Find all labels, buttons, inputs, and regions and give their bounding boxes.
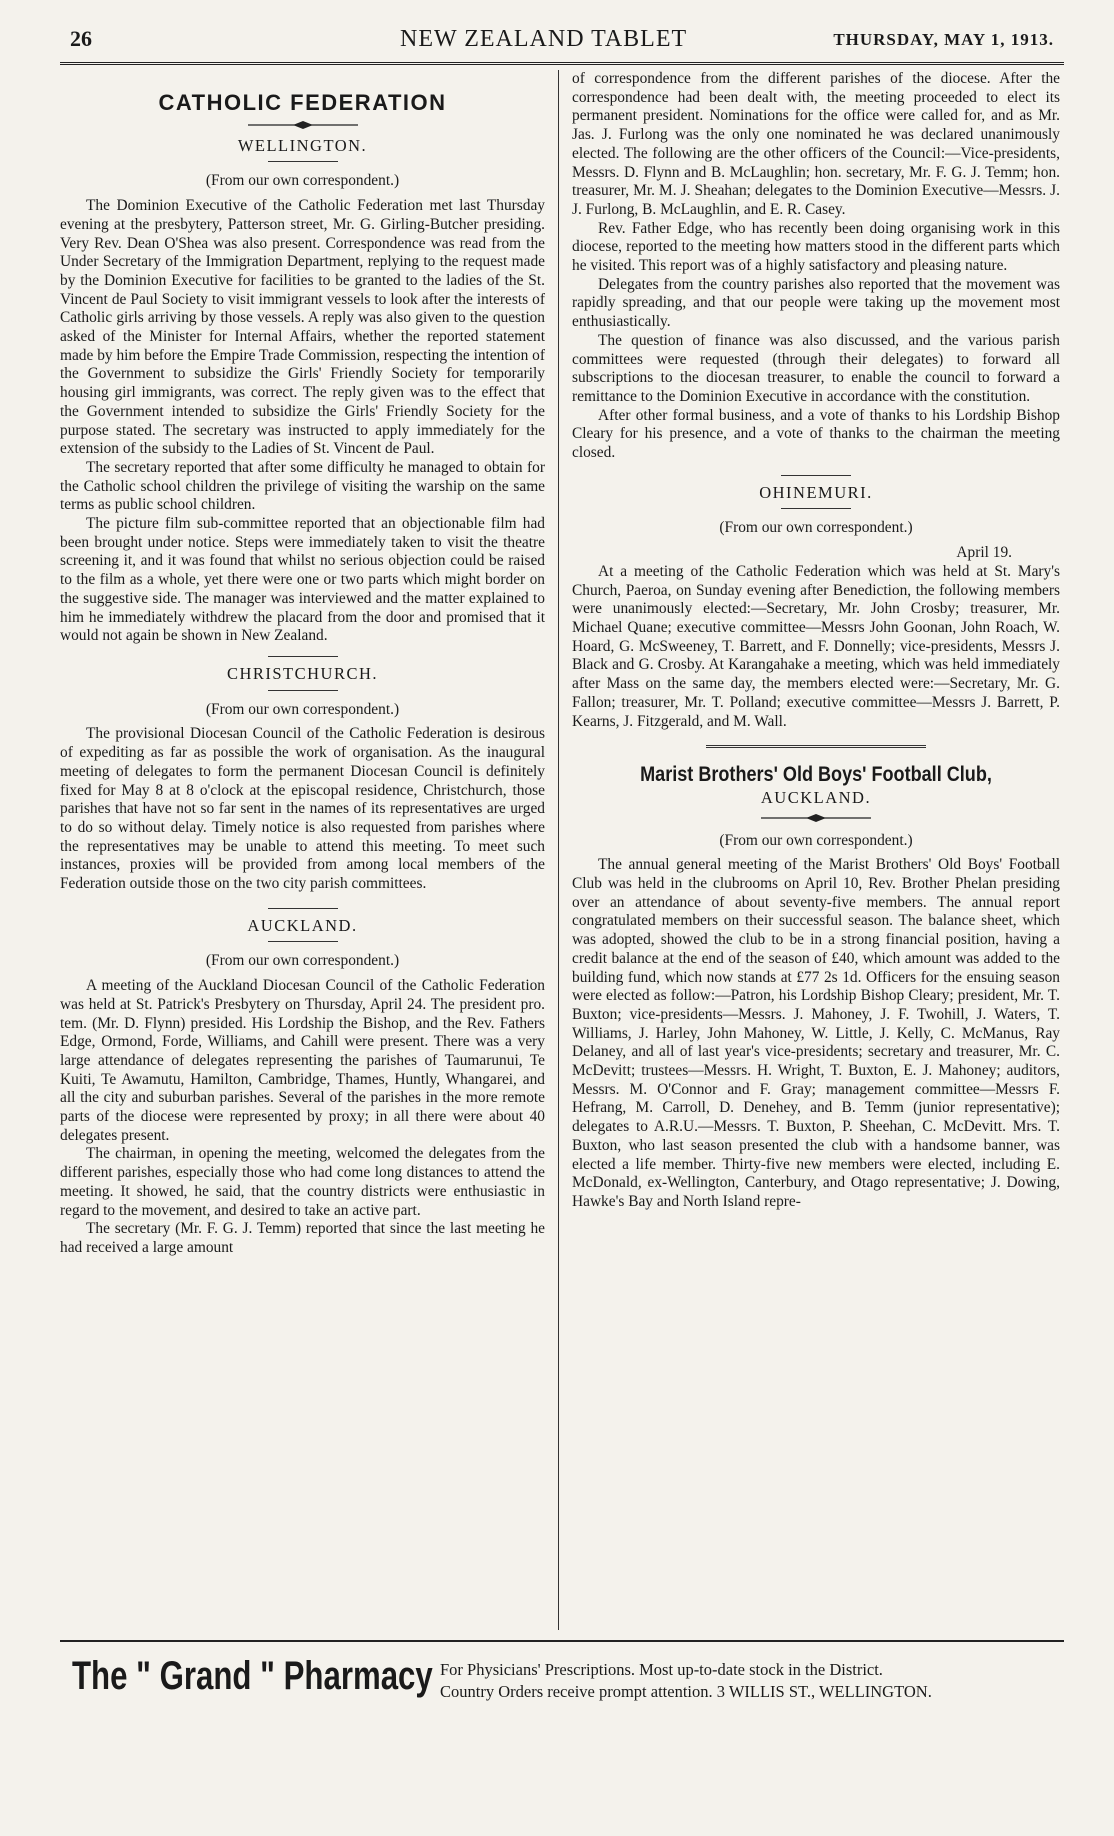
club-place-heading: AUCKLAND. — [760, 787, 872, 807]
right-column — [572, 70, 1060, 1212]
short-rule — [268, 941, 338, 942]
article-paragraph: After other formal business, and a vote of thanks to his Lordship Bishop Cleary for his presence, and a vote of thanks to the chairman the meeting closed. — [572, 406, 1060, 462]
short-rule — [781, 508, 851, 509]
short-rule — [781, 475, 851, 476]
advert-line: Country Orders receive prompt attention. 3 WILLIS ST., WELLINGTON. — [440, 1682, 932, 1701]
short-rule — [268, 908, 338, 909]
newspaper-page — [60, 22, 1064, 1812]
correspondent-line: (From our own correspondent.) — [719, 831, 913, 849]
left-column — [60, 70, 545, 1258]
page-header — [60, 22, 1064, 56]
article-paragraph: Rev. Father Edge, who has recently been doing organising work in this diocese, reported to the meeting how matters stood in the different parts which he visited. This report was of a highly satisfactory and pleasing nature. — [572, 219, 1060, 275]
ornament-rule-icon — [248, 121, 358, 129]
advert-rule — [60, 1640, 1064, 1642]
advert-line: For Physicians' Prescriptions. Most up-to-date stock in the District. — [440, 1660, 883, 1679]
club-heading: Marist Brothers' Old Boys' Football Club, — [640, 763, 992, 787]
ornament-rule-icon — [761, 814, 871, 822]
article-paragraph: The annual general meeting of the Marist Brothers' Old Boys' Football Club was held in the clubrooms on April 10, Rev. Brother Phelan presiding over an attendance of about seventy-five members. The annual report congratulated members on their successful season. The balance sheet, which was adopted, showed the club to be in a strong financial position, having a credit balance at the end of the season of £40, which amount was added to the building fund, which now stands at £77 2s 1d. Officers for the ensuing season were elected as follow:—Patron, his Lordship Bishop Cleary; president, Mr. T. Buxton; vice-presidents—Messrs. J. Mahoney, J. F. Twohill, J. Waters, T. Williams, J. Harley, John Mahoney, W. Little, J. Kelly, C. McManus, Ray Delaney, and all of last year's vice-presidents; secretary and treasurer, Mr. C. McDevitt; trustees—Messrs. H. Wright, T. Buxton, E. J. Mahoney; auditors, Messrs. M. O'Connor and F. Gray; management committee—Messrs F. Hefrang, M. Carroll, D. Denehey, and B. Temm (junior representative); delegates to A.R.U.—Messrs. T. Buxton, P. Sheehan, C. McDevitt. Mrs. T. Buxton, who last season presented the club with a handsome banner, was elected a life member. Thirty-five new members were elected, including E. McDonald, ex-Wellington, Canterbury, and Otago representative; J. Dowing, Hawke's Bay and North Island repre- — [572, 856, 1060, 1210]
article-paragraph: of correspondence from the different parishes of the diocese. After the correspondence had been dealt with, the meeting proceeded to elect its permanent president. Nominations for the office were called for, and as Mr. Jas. J. Furlong was the only one nominated he was declared unanimously elected. The following are the other officers of the Council:—Vice-presidents, Messrs. D. Flynn and B. McLaughlin; hon. secretary, Mr. F. G. J. Temm; hon. treasurer, Mr. M. J. Sheahan; delegates to the Dominion Executive—Messrs. J. J. Furlong, B. McLaughlin, and E. R. Casey. — [572, 70, 1060, 218]
article-paragraph: The Dominion Executive of the Catholic Federation met last Thursday evening at the presbytery, Patterson street, Mr. G. Girling-Butcher presiding. Very Rev. Dean O'Shea was also present. Correspondence was read from the Under Secretary of the Immigration Department, replying to the request made by the Dominion Executive for facilities to be granted to the ladies of the St. Vincent de Paul Society to visit immigrant vessels to look after the interests of Catholic girls arriving by those vessels. A reply was also given to the question asked of the Minister for Internal Affairs, whether the reported statement made by him before the Empire Trade Commission, respecting the intention of the Government to subsidize the Girls' Friendly Society for temporarily housing girl immigrants, was correct. The reply given was to the effect that the Government intended to subsidize the Girls' Friendly Society for the purpose stated. The secretary was instructed to apply immediately for the extension of the subsidy to the Ladies of St. Vincent de Paul. — [60, 197, 545, 458]
correspondent-line: (From our own correspondent.) — [205, 172, 400, 190]
short-rule — [268, 161, 338, 162]
pharmacy-advert — [60, 1654, 1064, 1724]
double-rule — [706, 745, 926, 748]
section-heading: CATHOLIC FEDERATION — [158, 90, 447, 115]
article-paragraph: The picture film sub-committee reported that an objectionable film had been brought under notice. Steps were immediately taken to visit the theatre screening it, and it was found that whilst no serious objection could be raised to the film as a whole, yet there were one or two parts which might border on the suggestive side. The manager was interviewed and the matter explained to him he immediately withdrew the placard from the door and promised that it would not again be shown in New Zealand. — [60, 515, 545, 645]
wellington-heading: WELLINGTON. — [237, 135, 368, 155]
ohinemuri-heading: OHINEMURI. — [759, 482, 873, 502]
issue-date: THURSDAY, MAY 1, 1913. — [833, 30, 1054, 49]
column-divider — [558, 70, 559, 1630]
header-rule — [60, 62, 1064, 65]
article-paragraph: Delegates from the country parishes also reported that the movement was rapidly spreading, and that our people were taking up the movement most enthusiastically. — [572, 275, 1060, 331]
article-paragraph: A meeting of the Auckland Diocesan Council of the Catholic Federation was held at St. Patrick's Presbytery on Thursday, April 24. The president pro. tem. (Mr. D. Flynn) presided. His Lordship the Bishop, and the Rev. Fathers Edge, Ormond, Forde, Williams, and Cahill were present. There was a very large attendance of delegates representing the parishes of Taumarunui, Te Kuiti, Te Awamutu, Hamilton, Cambridge, Thames, Huntly, Whangarei, and all the city and suburban parishes. Several of the parishes in the more remote parts of the diocese were represented by proxy; in all there were about 40 delegates present. — [60, 977, 545, 1144]
article-paragraph: The secretary (Mr. F. G. J. Temm) reported that since the last meeting he had received a large amount — [60, 1220, 545, 1256]
article-paragraph: The provisional Diocesan Council of the Catholic Federation is desirous of expediting as far as possible the work of organisation. As the inaugural meeting of delegates to form the permanent Diocesan Council is definitely fixed for May 8 at 8 o'clock at the episcopal residence, Christchurch, those parishes that have not so far sent in the names of its representatives are urged to do so without delay. Timely notice is also requested from parishes where the representatives may be unable to attend this meeting. To meet such instances, proxies will be provided from among local members of the Federation outside those on the two city parish committees. — [60, 725, 545, 893]
christchurch-heading: CHRISTCHURCH. — [226, 663, 379, 683]
short-rule — [268, 656, 338, 657]
page-number: 26 — [70, 26, 92, 51]
correspondent-line: (From our own correspondent.) — [205, 700, 400, 718]
short-rule — [268, 690, 338, 691]
article-paragraph: The secretary reported that after some difficulty he managed to obtain for the Catholic school children the privilege of visiting the warship on the same terms as public school children. — [60, 458, 545, 514]
correspondent-line: (From our own correspondent.) — [205, 952, 400, 970]
correspondent-line: (From our own correspondent.) — [719, 519, 913, 537]
newspaper-title: NEW ZEALAND TABLET — [400, 26, 688, 52]
article-paragraph: The question of finance was also discussed, and the various parish committees were requested (through their delegates) to forward all subscriptions to the diocesan treasurer, to enable the council to forward a remittance to the Dominion Executive in accordance with the constitution. — [572, 331, 1060, 405]
article-paragraph: At a meeting of the Catholic Federation which was held at St. Mary's Church, Paeroa, on Sunday evening after Benediction, the following members were unanimously elected:—Secretary, Mr. John Crosby; treasurer, Mr. Michael Quane; executive committee—Messrs John Goonan, John Roach, W. Hoard, G. McSweeney, T. Barrett, and F. Donnelly; vice-presidents, Messrs J. Black and G. Crosby. At Karangahake a meeting, which was held immediately after Mass on the same day, the members elected were:—Secretary, Mr. G. Fallon; treasurer, Mr. T. Polland; executive committee—Messrs J. Barrett, P. Kearns, J. Fitzgerald, and M. Wall. — [572, 562, 1060, 730]
auckland-heading: AUCKLAND. — [247, 915, 358, 935]
article-paragraph: The chairman, in opening the meeting, welcomed the delegates from the different parishes, especially those who had come long distances to attend the meeting. It showed, he said, that the country districts were enthusiastic in regard to the movement, and desired to take an active part. — [60, 1145, 545, 1219]
dateline: April 19. — [956, 544, 1012, 562]
advert-brand: The " Grand " Pharmacy — [72, 1654, 433, 1698]
